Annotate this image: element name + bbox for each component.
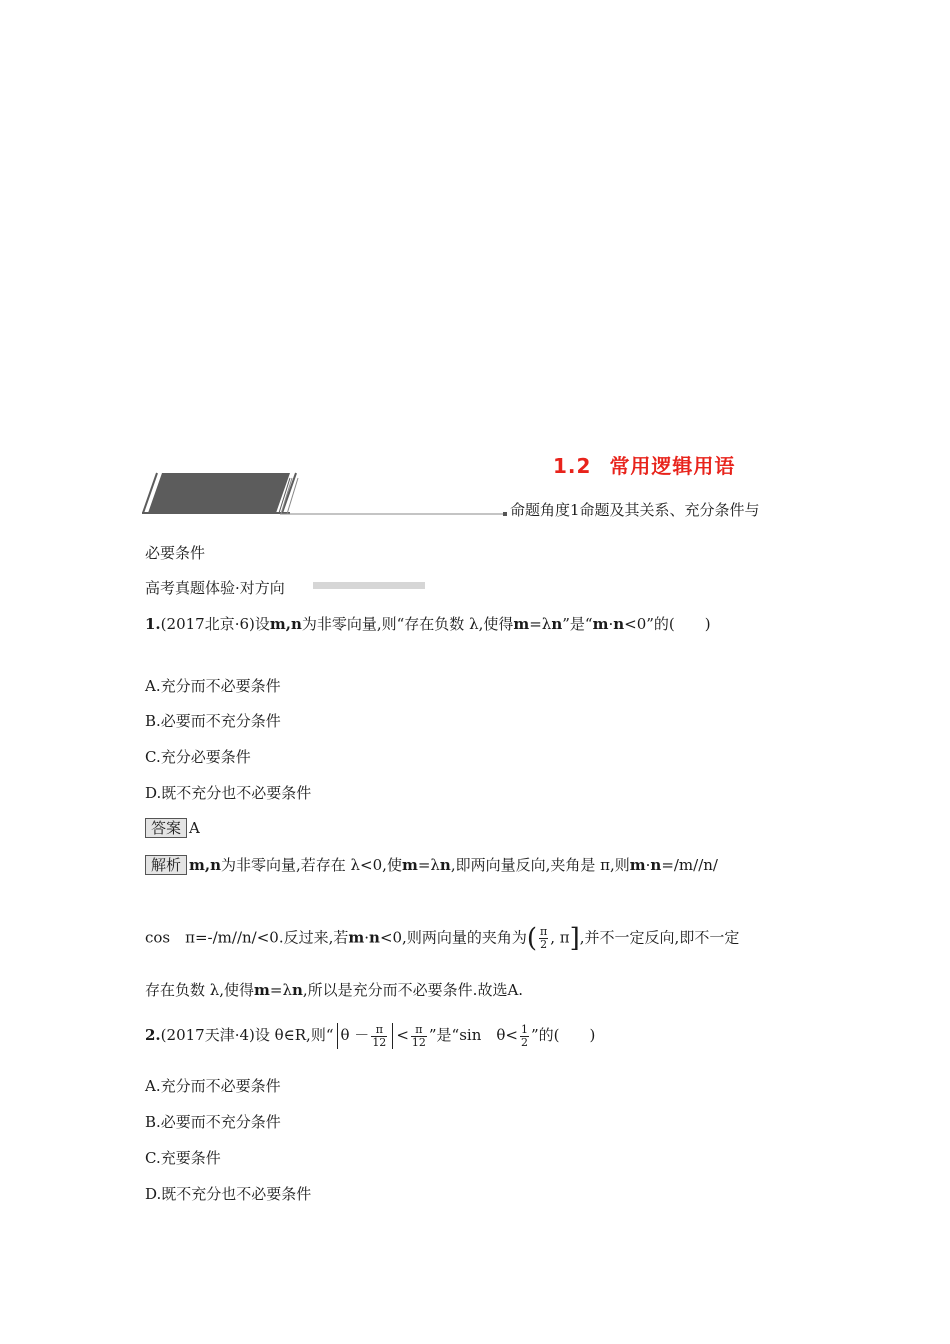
q1-stem: 1.(2017北京·6)设m,n为非零向量,则“存在负数 λ,使得m=λn”是“m·n<0”的( ) (145, 615, 711, 633)
angle-heading-line2: 必要条件 (145, 544, 206, 562)
fraction-pi-over-12-b: $\frac{\pi}{12}$ (411, 1022, 426, 1049)
q1-analysis-line2: cos π=-/m//n/<0.反过来,若m·n<0,则两向量的夹角为( $\frac{\pi}{2}$ , π],并不一定反向,即不一定 (145, 923, 740, 954)
answer-label: 答案 (145, 818, 187, 838)
section-label-bar (313, 582, 425, 589)
banner-dark-block (148, 473, 290, 513)
q1-option-c: C.充分必要条件 (145, 748, 251, 766)
section-label: 高考真题体验·对方向 (145, 579, 285, 597)
q1-analysis-line3: 存在负数 λ,使得m=λn,所以是充分而不必要条件.故选A. (145, 981, 524, 999)
q1-option-d: D.既不充分也不必要条件 (145, 784, 312, 802)
angle-heading-line1: 命题角度1命题及其关系、充分条件与 (510, 501, 760, 519)
answer-value: A (189, 819, 200, 837)
abs-bar-left (337, 1023, 338, 1049)
q2-option-c: C.充要条件 (145, 1149, 221, 1167)
q1-option-b: B.必要而不充分条件 (145, 712, 281, 730)
banner-end-mark (503, 512, 507, 516)
q1-answer (145, 818, 200, 838)
fraction-one-half: $\frac{1}{2}$ (520, 1022, 528, 1049)
q2-option-d: D.既不充分也不必要条件 (145, 1185, 312, 1203)
fraction-pi-over-2: $\frac{\pi}{2}$ (539, 925, 548, 951)
q1-analysis-line1: 解析 m,n为非零向量,若存在 λ<0,使m=λn,即两向量反向,夹角是 π,则m·n=/m//n/ (145, 855, 718, 875)
q2-option-a: A.充分而不必要条件 (145, 1077, 281, 1095)
abs-bar-right (392, 1023, 393, 1049)
q1-option-a: A.充分而不必要条件 (145, 677, 281, 695)
fraction-pi-over-12-a: $\frac{\pi}{12}$ (372, 1022, 387, 1049)
analysis-label: 解析 (145, 855, 187, 875)
title-text: 常用逻辑用语 (609, 454, 736, 478)
q2-stem: 2.(2017天津·4)设 θ∈R,则“ θ － $\frac{\pi}{12}$ < $\frac{\pi}{12}$ ”是“sin θ< $\frac{1}{2}$ ”的( ) (145, 1022, 596, 1049)
q2-option-b: B.必要而不充分条件 (145, 1113, 281, 1131)
section-number: 1.2 (553, 454, 592, 478)
page-title (553, 450, 735, 479)
section-banner-decoration (140, 470, 510, 520)
